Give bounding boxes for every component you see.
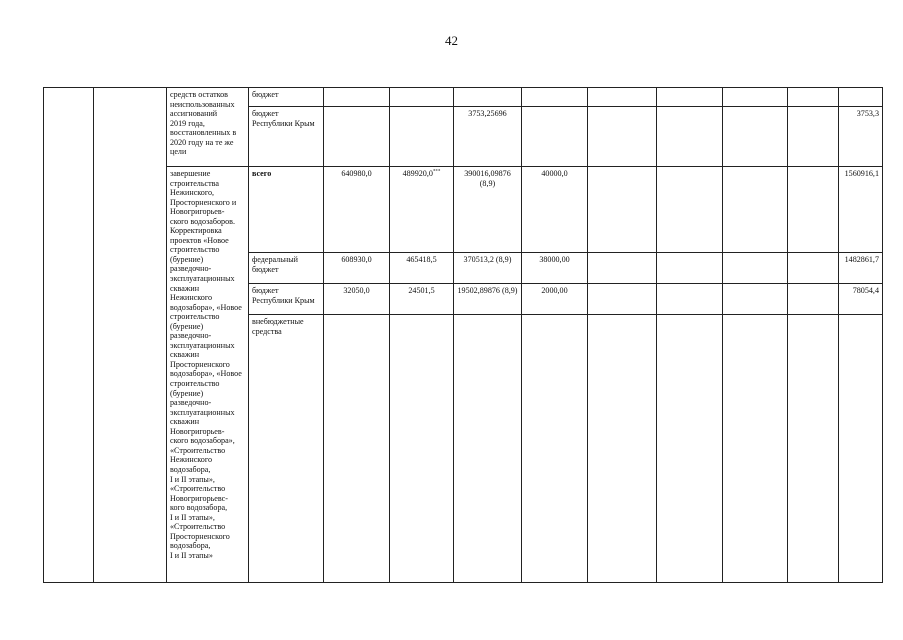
measure-line: Новогригорьев- — [170, 426, 225, 436]
value-cell: 24501,5 — [390, 284, 454, 315]
value-cell: 640980,0 — [324, 167, 390, 253]
measure-line: строительство — [170, 312, 220, 322]
measure-line: разведочно- — [170, 398, 212, 408]
measure-line: средств остатков — [170, 90, 229, 99]
value-cell — [522, 107, 588, 167]
value-cell: 38000,00 — [522, 253, 588, 284]
funding-source-cell: всего — [249, 167, 324, 253]
value-cell — [657, 88, 723, 107]
value-cell — [723, 284, 788, 315]
value-cell — [788, 167, 839, 253]
measure-line: эксплуатационных — [170, 274, 235, 284]
value-cell — [454, 315, 522, 583]
measure-line: Просторненского — [170, 531, 230, 541]
value-cell: 3753,25696 — [454, 107, 522, 167]
value-cell — [657, 315, 723, 583]
value-cell: 2000,00 — [522, 284, 588, 315]
value-cell — [324, 88, 390, 107]
value-cell — [588, 107, 657, 167]
measure-line: Просторненского и — [170, 197, 237, 207]
value-cell — [390, 107, 454, 167]
value-cell — [522, 315, 588, 583]
value-cell — [390, 167, 454, 253]
funding-source-cell: бюджет Республики Крым — [249, 284, 324, 315]
measure-line: водозабора, — [170, 541, 211, 551]
value-cell — [788, 107, 839, 167]
funding-source-cell: федеральный бюджет — [249, 253, 324, 284]
value-cell: 465418,5 — [390, 253, 454, 284]
measure-line: 2019 года, — [170, 118, 205, 128]
value-cell: 390016,09876 (8,9) — [454, 167, 522, 253]
budget-table — [43, 87, 883, 583]
measure-line: 2020 году на те же — [170, 137, 234, 147]
total-cell: 78054,4 — [839, 284, 883, 315]
total-cell — [839, 88, 883, 107]
measure-line: строительство — [170, 245, 220, 255]
total-cell — [839, 315, 883, 583]
measure-line: Новогригорьев- — [170, 207, 225, 217]
page-number: 42 — [445, 33, 458, 48]
total-cell: 1482861,7 — [839, 253, 883, 284]
measure-line: водозабора», «Новое — [170, 302, 242, 312]
value-cell: 32050,0 — [324, 284, 390, 315]
funding-source-cell: бюджет Республики Крым — [249, 107, 324, 167]
footnote-mark: *** — [432, 169, 441, 175]
measure-line: (бурение) — [170, 388, 204, 398]
measure-line: I и II этапы» — [170, 550, 213, 560]
measure-label-cell — [167, 167, 249, 583]
value-cell — [588, 253, 657, 284]
value-cell — [657, 107, 723, 167]
table-row — [44, 167, 883, 253]
measure-line: ского водозаборов. — [170, 216, 235, 226]
measure-line: разведочно- — [170, 264, 212, 274]
measure-label-cell — [167, 88, 249, 167]
value-cell: 19502,89876 (8,9) — [454, 284, 522, 315]
measure-line: (бурение) — [170, 254, 204, 264]
measure-line: строительства — [170, 178, 219, 188]
measure-line: скважин — [170, 283, 200, 293]
measure-line: «Строительство — [170, 484, 226, 494]
empty-cell-col2 — [94, 88, 167, 583]
value-cell — [324, 107, 390, 167]
measure-line: цели — [170, 147, 187, 157]
measure-line: скважин — [170, 417, 200, 427]
value-cell — [522, 88, 588, 107]
total-cell: 1560916,1 — [839, 167, 883, 253]
value-cell — [723, 107, 788, 167]
measure-line: Нежинского, — [170, 188, 215, 198]
funding-source-cell: бюджет — [249, 88, 324, 107]
measure-line: эксплуатационных — [170, 407, 235, 417]
value-cell — [390, 315, 454, 583]
measure-line: ского водозабора», — [170, 436, 235, 446]
value-cell — [723, 88, 788, 107]
value-cell — [788, 315, 839, 583]
measure-line: кого водозабора, — [170, 503, 228, 513]
measure-line: Корректировка — [170, 226, 222, 236]
value-cell — [588, 167, 657, 253]
value-cell — [723, 167, 788, 253]
value-text: 489920,0 — [402, 169, 433, 178]
measure-line: Просторненского — [170, 359, 230, 369]
total-cell: 3753,3 — [839, 107, 883, 167]
measure-line: восстановленных в — [170, 128, 237, 138]
measure-line: «Строительство — [170, 445, 226, 455]
measure-line: I и II этапы», — [170, 512, 215, 522]
value-cell — [657, 167, 723, 253]
value-cell — [723, 253, 788, 284]
measure-line: разведочно- — [170, 331, 212, 341]
empty-cell-col1 — [44, 88, 94, 583]
value-cell — [588, 88, 657, 107]
measure-line: ассигнований — [170, 109, 218, 119]
value-cell — [588, 315, 657, 583]
value-cell — [324, 315, 390, 583]
value-cell — [588, 284, 657, 315]
measure-line: I и II этапы», — [170, 474, 215, 484]
measure-line: строительство — [170, 379, 220, 389]
measure-line: скважин — [170, 350, 200, 360]
measure-line: проектов «Новое — [170, 235, 229, 245]
funding-source-cell: внебюджетные средства — [249, 315, 324, 583]
measure-line: Новогригорьевс- — [170, 493, 228, 503]
measure-line: завершение — [170, 169, 211, 178]
value-cell: 40000,0 — [522, 167, 588, 253]
value-cell — [723, 315, 788, 583]
value-cell: 370513,2 (8,9) — [454, 253, 522, 284]
value-cell — [454, 88, 522, 107]
measure-line: водозабора», «Новое — [170, 369, 242, 379]
measure-line: «Строительство — [170, 522, 226, 532]
value-cell — [657, 253, 723, 284]
value-cell — [657, 284, 723, 315]
measure-line: водозабора, — [170, 464, 211, 474]
measure-line: неиспользованных — [170, 99, 235, 109]
measure-line: Нежинского — [170, 293, 213, 303]
value-cell — [788, 284, 839, 315]
table-row — [44, 88, 883, 107]
value-cell — [788, 253, 839, 284]
measure-line: эксплуатационных — [170, 340, 235, 350]
measure-line: Нежинского — [170, 455, 213, 465]
value-cell: 608930,0 — [324, 253, 390, 284]
value-cell — [390, 88, 454, 107]
measure-line: (бурение) — [170, 321, 204, 331]
value-cell — [788, 88, 839, 107]
